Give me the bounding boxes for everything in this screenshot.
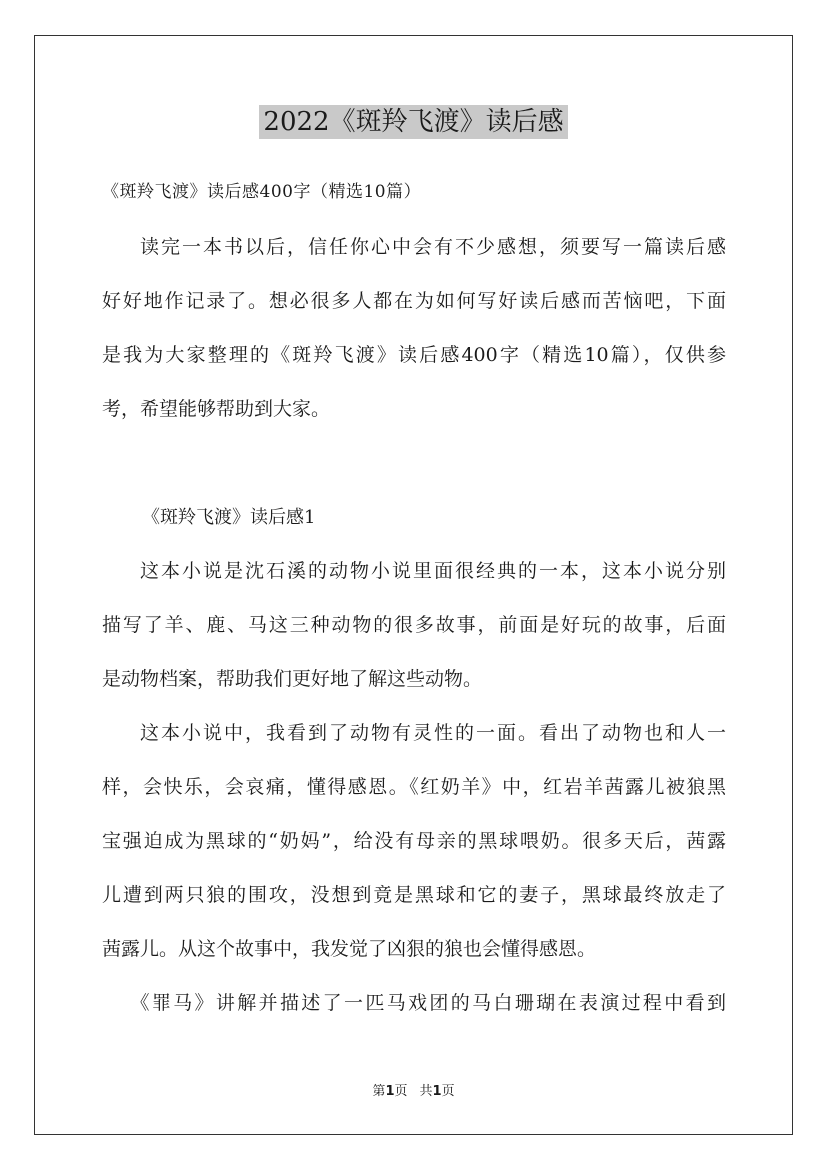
paragraph-line: 这本小说中，我看到了动物有灵性的一面。看出了动物也和人一 bbox=[140, 722, 726, 744]
body-paragraph-1 bbox=[102, 544, 726, 706]
paragraph-line: 这本小说是沈石溪的动物小说里面很经典的一本，这本小说分别 bbox=[140, 560, 726, 582]
paragraph-line: 考，希望能够帮助到大家。 bbox=[102, 398, 331, 420]
paragraph-line: 茜露儿。从这个故事中，我发觉了凶狠的狼也会懂得感恩。 bbox=[102, 938, 597, 960]
page-footer bbox=[0, 1080, 827, 1104]
document-title-text: 2022《斑羚飞渡》读后感 bbox=[259, 105, 567, 139]
paragraph-line: 是动物档案，帮助我们更好地了解这些动物。 bbox=[102, 668, 483, 690]
intro-paragraph bbox=[102, 220, 726, 436]
body-paragraph-2 bbox=[102, 706, 726, 976]
body-paragraph-3 bbox=[102, 976, 726, 1030]
page-total: 共1页 bbox=[419, 1084, 455, 1099]
paragraph-line: 儿遭到两只狼的围攻，没想到竟是黑球和它的妻子，黑球最终放走了 bbox=[102, 884, 726, 906]
page-number: 第1页 bbox=[372, 1084, 408, 1099]
paragraph-line: 样，会快乐，会哀痛，懂得感恩。《红奶羊》中，红岩羊茜露儿被狼黑 bbox=[102, 776, 726, 798]
document-title bbox=[0, 100, 827, 144]
paragraph-line: 宝强迫成为黑球的“奶妈”，给没有母亲的黑球喂奶。很多天后，茜露 bbox=[102, 830, 726, 852]
section-heading: 《斑羚飞渡》读后感1 bbox=[142, 507, 316, 528]
paragraph-line: 好好地作记录了。想必很多人都在为如何写好读后感而苦恼吧，下面 bbox=[102, 290, 726, 312]
paragraph-line: 描写了羊、鹿、马这三种动物的很多故事，前面是好玩的故事，后面 bbox=[102, 614, 726, 636]
paragraph-line: 是我为大家整理的《斑羚飞渡》读后感400字（精选10篇），仅供参 bbox=[102, 344, 726, 366]
paragraph-line: 《罪马》讲解并描述了一匹马戏团的马白珊瑚在表演过程中看到 bbox=[130, 992, 726, 1014]
paragraph-line: 读完一本书以后，信任你心中会有不少感想，须要写一篇读后感 bbox=[140, 236, 726, 258]
document-subtitle: 《斑羚飞渡》读后感400字（精选10篇） bbox=[102, 182, 422, 202]
